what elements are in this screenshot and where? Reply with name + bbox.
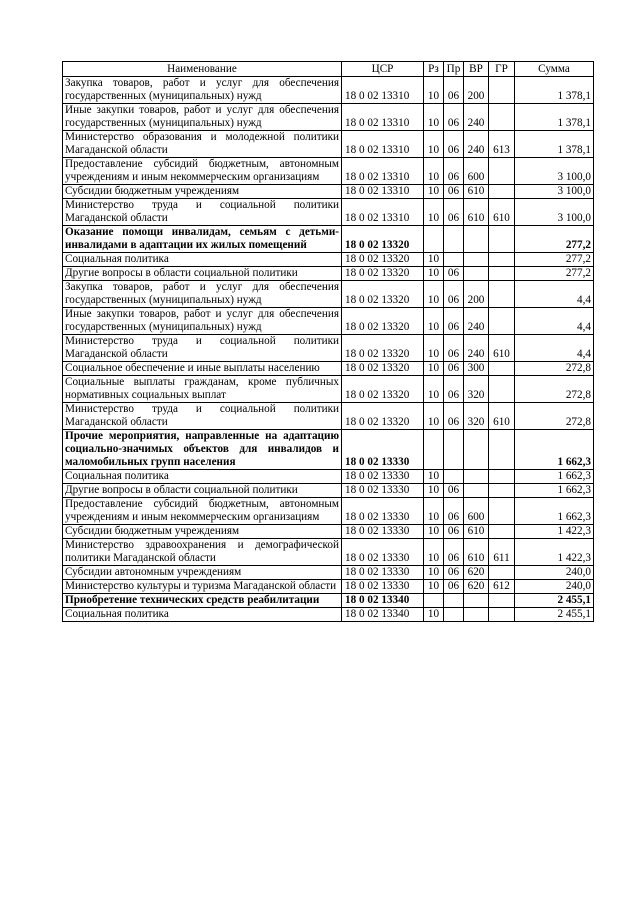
cell-name: Министерство труда и социальной политики Магаданской области <box>63 335 342 362</box>
cell-pr: 06 <box>444 335 464 362</box>
cell-csr: 18 0 02 13330 <box>342 498 424 525</box>
header-vr: ВР <box>464 62 489 77</box>
cell-pr: 06 <box>444 498 464 525</box>
cell-pr <box>444 430 464 470</box>
cell-pr: 06 <box>444 580 464 594</box>
cell-name: Министерство труда и социальной политики Магаданской области <box>63 403 342 430</box>
cell-gr <box>489 484 515 498</box>
cell-csr: 18 0 02 13330 <box>342 580 424 594</box>
cell-rz: 10 <box>424 281 444 308</box>
cell-name: Субсидии автономным учреждениям <box>63 566 342 580</box>
cell-vr: 600 <box>464 158 489 185</box>
cell-vr: 610 <box>464 185 489 199</box>
cell-rz: 10 <box>424 131 444 158</box>
cell-pr: 06 <box>444 131 464 158</box>
table-row <box>63 335 594 362</box>
cell-rz: 10 <box>424 403 444 430</box>
cell-sum: 1 378,1 <box>515 104 594 131</box>
cell-name: Социальная политика <box>63 470 342 484</box>
cell-sum: 2 455,1 <box>515 608 594 622</box>
cell-rz: 10 <box>424 362 444 376</box>
cell-vr <box>464 470 489 484</box>
cell-rz: 10 <box>424 199 444 226</box>
cell-gr: 610 <box>489 199 515 226</box>
header-csr: ЦСР <box>342 62 424 77</box>
cell-name: Министерство труда и социальной политики Магаданской области <box>63 199 342 226</box>
cell-sum: 240,0 <box>515 566 594 580</box>
cell-rz <box>424 226 444 253</box>
table-header-row <box>63 62 594 77</box>
table-row <box>63 525 594 539</box>
table-row <box>63 362 594 376</box>
cell-sum: 240,0 <box>515 580 594 594</box>
table-row <box>63 131 594 158</box>
cell-name: Прочие мероприятия, направленные на адаптацию социально-значимых объектов для инвалидов и маломобильных групп населения <box>63 430 342 470</box>
cell-csr: 18 0 02 13330 <box>342 430 424 470</box>
cell-sum: 1 662,3 <box>515 430 594 470</box>
cell-name: Приобретение технических средств реабилитации <box>63 594 342 608</box>
cell-gr <box>489 267 515 281</box>
cell-sum: 1 378,1 <box>515 131 594 158</box>
cell-name: Субсидии бюджетным учреждениям <box>63 525 342 539</box>
cell-sum: 1 662,3 <box>515 484 594 498</box>
cell-csr: 18 0 02 13330 <box>342 566 424 580</box>
cell-sum: 3 100,0 <box>515 185 594 199</box>
cell-csr: 18 0 02 13330 <box>342 539 424 566</box>
cell-rz: 10 <box>424 77 444 104</box>
cell-pr <box>444 470 464 484</box>
table-row <box>63 199 594 226</box>
cell-csr: 18 0 02 13310 <box>342 104 424 131</box>
cell-rz <box>424 430 444 470</box>
cell-vr: 240 <box>464 104 489 131</box>
table-row <box>63 470 594 484</box>
cell-gr <box>489 566 515 580</box>
table-row <box>63 403 594 430</box>
cell-pr <box>444 608 464 622</box>
cell-vr: 610 <box>464 539 489 566</box>
cell-sum: 272,8 <box>515 376 594 403</box>
cell-pr <box>444 253 464 267</box>
cell-vr <box>464 594 489 608</box>
cell-csr: 18 0 02 13320 <box>342 281 424 308</box>
cell-vr: 200 <box>464 281 489 308</box>
cell-sum: 277,2 <box>515 226 594 253</box>
cell-rz: 10 <box>424 470 444 484</box>
header-sum: Сумма <box>515 62 594 77</box>
table-body <box>63 77 594 622</box>
cell-sum: 4,4 <box>515 308 594 335</box>
cell-name: Оказание помощи инвалидам, семьям с детьми-инвалидами в адаптации их жилых помещений <box>63 226 342 253</box>
cell-pr: 06 <box>444 362 464 376</box>
header-rz: Рз <box>424 62 444 77</box>
cell-sum: 4,4 <box>515 335 594 362</box>
cell-gr <box>489 594 515 608</box>
cell-name: Иные закупки товаров, работ и услуг для обеспечения государственных (муниципальных) нужд <box>63 104 342 131</box>
table-row <box>63 77 594 104</box>
cell-rz: 10 <box>424 185 444 199</box>
cell-gr <box>489 498 515 525</box>
table-row <box>63 376 594 403</box>
cell-gr <box>489 362 515 376</box>
cell-rz: 10 <box>424 104 444 131</box>
cell-vr <box>464 608 489 622</box>
cell-sum: 1 662,3 <box>515 498 594 525</box>
cell-vr <box>464 484 489 498</box>
cell-pr: 06 <box>444 308 464 335</box>
cell-csr: 18 0 02 13310 <box>342 199 424 226</box>
cell-gr: 613 <box>489 131 515 158</box>
cell-rz <box>424 594 444 608</box>
cell-pr: 06 <box>444 158 464 185</box>
cell-sum: 4,4 <box>515 281 594 308</box>
table-row <box>63 498 594 525</box>
cell-vr: 240 <box>464 131 489 158</box>
cell-sum: 1 422,3 <box>515 539 594 566</box>
cell-vr <box>464 226 489 253</box>
cell-gr <box>489 77 515 104</box>
cell-rz: 10 <box>424 566 444 580</box>
cell-csr: 18 0 02 13330 <box>342 525 424 539</box>
cell-name: Иные закупки товаров, работ и услуг для обеспечения государственных (муниципальных) нужд <box>63 308 342 335</box>
cell-sum: 1 662,3 <box>515 470 594 484</box>
table-row <box>63 281 594 308</box>
cell-csr: 18 0 02 13340 <box>342 594 424 608</box>
cell-sum: 272,8 <box>515 403 594 430</box>
cell-csr: 18 0 02 13320 <box>342 226 424 253</box>
cell-sum: 3 100,0 <box>515 199 594 226</box>
cell-vr: 300 <box>464 362 489 376</box>
cell-vr <box>464 430 489 470</box>
cell-pr: 06 <box>444 104 464 131</box>
cell-name: Другие вопросы в области социальной политики <box>63 267 342 281</box>
cell-name: Социальные выплаты гражданам, кроме публичных нормативных социальных выплат <box>63 376 342 403</box>
cell-vr <box>464 253 489 267</box>
cell-gr <box>489 430 515 470</box>
cell-csr: 18 0 02 13320 <box>342 335 424 362</box>
cell-rz: 10 <box>424 335 444 362</box>
table-row <box>63 539 594 566</box>
cell-csr: 18 0 02 13320 <box>342 376 424 403</box>
cell-vr: 320 <box>464 403 489 430</box>
cell-csr: 18 0 02 13320 <box>342 253 424 267</box>
cell-gr <box>489 158 515 185</box>
cell-rz: 10 <box>424 525 444 539</box>
cell-gr: 610 <box>489 335 515 362</box>
cell-vr: 240 <box>464 335 489 362</box>
cell-name: Субсидии бюджетным учреждениям <box>63 185 342 199</box>
cell-pr: 06 <box>444 281 464 308</box>
table-row <box>63 430 594 470</box>
budget-table <box>62 61 594 622</box>
cell-pr: 06 <box>444 484 464 498</box>
cell-csr: 18 0 02 13310 <box>342 131 424 158</box>
cell-name: Социальная политика <box>63 608 342 622</box>
cell-pr: 06 <box>444 185 464 199</box>
cell-csr: 18 0 02 13310 <box>342 158 424 185</box>
cell-vr: 620 <box>464 580 489 594</box>
cell-name: Предоставление субсидий бюджетным, автономным учреждениям и иным некоммерческим организациям <box>63 498 342 525</box>
cell-sum: 2 455,1 <box>515 594 594 608</box>
cell-gr <box>489 525 515 539</box>
table-row <box>63 158 594 185</box>
cell-name: Социальное обеспечение и иные выплаты населению <box>63 362 342 376</box>
cell-pr: 06 <box>444 77 464 104</box>
table-row <box>63 484 594 498</box>
table-row <box>63 226 594 253</box>
cell-name: Закупка товаров, работ и услуг для обеспечения государственных (муниципальных) нужд <box>63 281 342 308</box>
header-name: Наименование <box>63 62 342 77</box>
cell-rz: 10 <box>424 253 444 267</box>
cell-pr: 06 <box>444 403 464 430</box>
cell-csr: 18 0 02 13330 <box>342 470 424 484</box>
cell-vr: 600 <box>464 498 489 525</box>
header-pr: Пр <box>444 62 464 77</box>
cell-vr: 610 <box>464 525 489 539</box>
cell-name: Предоставление субсидий бюджетным, автономным учреждениям и иным некоммерческим организациям <box>63 158 342 185</box>
cell-sum: 277,2 <box>515 253 594 267</box>
cell-gr <box>489 308 515 335</box>
cell-rz: 10 <box>424 539 444 566</box>
cell-rz: 10 <box>424 608 444 622</box>
cell-pr: 06 <box>444 267 464 281</box>
cell-pr <box>444 226 464 253</box>
cell-vr: 200 <box>464 77 489 104</box>
cell-rz: 10 <box>424 158 444 185</box>
cell-gr <box>489 608 515 622</box>
cell-gr <box>489 104 515 131</box>
cell-name: Другие вопросы в области социальной политики <box>63 484 342 498</box>
cell-rz: 10 <box>424 484 444 498</box>
cell-vr: 240 <box>464 308 489 335</box>
cell-gr <box>489 281 515 308</box>
cell-pr: 06 <box>444 199 464 226</box>
cell-pr <box>444 594 464 608</box>
table-row <box>63 608 594 622</box>
cell-csr: 18 0 02 13320 <box>342 308 424 335</box>
cell-csr: 18 0 02 13320 <box>342 403 424 430</box>
table-row <box>63 566 594 580</box>
cell-gr <box>489 470 515 484</box>
cell-sum: 1 378,1 <box>515 77 594 104</box>
cell-vr: 620 <box>464 566 489 580</box>
cell-gr <box>489 376 515 403</box>
table-row <box>63 580 594 594</box>
cell-sum: 277,2 <box>515 267 594 281</box>
cell-sum: 3 100,0 <box>515 158 594 185</box>
cell-csr: 18 0 02 13310 <box>342 77 424 104</box>
cell-pr: 06 <box>444 539 464 566</box>
cell-gr <box>489 253 515 267</box>
cell-gr: 612 <box>489 580 515 594</box>
cell-pr: 06 <box>444 376 464 403</box>
cell-csr: 18 0 02 13330 <box>342 484 424 498</box>
cell-pr: 06 <box>444 525 464 539</box>
cell-vr: 610 <box>464 199 489 226</box>
table-row <box>63 185 594 199</box>
cell-csr: 18 0 02 13320 <box>342 362 424 376</box>
table-row <box>63 104 594 131</box>
cell-rz: 10 <box>424 498 444 525</box>
cell-sum: 1 422,3 <box>515 525 594 539</box>
cell-gr <box>489 226 515 253</box>
table-row <box>63 267 594 281</box>
cell-name: Министерство культуры и туризма Магаданской области <box>63 580 342 594</box>
cell-gr: 610 <box>489 403 515 430</box>
cell-vr <box>464 267 489 281</box>
table-row <box>63 308 594 335</box>
cell-csr: 18 0 02 13340 <box>342 608 424 622</box>
cell-vr: 320 <box>464 376 489 403</box>
cell-pr: 06 <box>444 566 464 580</box>
cell-gr <box>489 185 515 199</box>
cell-name: Социальная политика <box>63 253 342 267</box>
cell-name: Министерство образования и молодежной политики Магаданской области <box>63 131 342 158</box>
cell-rz: 10 <box>424 580 444 594</box>
document-page <box>62 61 593 622</box>
cell-csr: 18 0 02 13320 <box>342 267 424 281</box>
table-row <box>63 594 594 608</box>
cell-rz: 10 <box>424 308 444 335</box>
header-gr: ГР <box>489 62 515 77</box>
table-row <box>63 253 594 267</box>
cell-name: Министерство здравоохранения и демографической политики Магаданской области <box>63 539 342 566</box>
cell-rz: 10 <box>424 267 444 281</box>
cell-csr: 18 0 02 13310 <box>342 185 424 199</box>
cell-gr: 611 <box>489 539 515 566</box>
cell-sum: 272,8 <box>515 362 594 376</box>
cell-rz: 10 <box>424 376 444 403</box>
cell-name: Закупка товаров, работ и услуг для обеспечения государственных (муниципальных) нужд <box>63 77 342 104</box>
